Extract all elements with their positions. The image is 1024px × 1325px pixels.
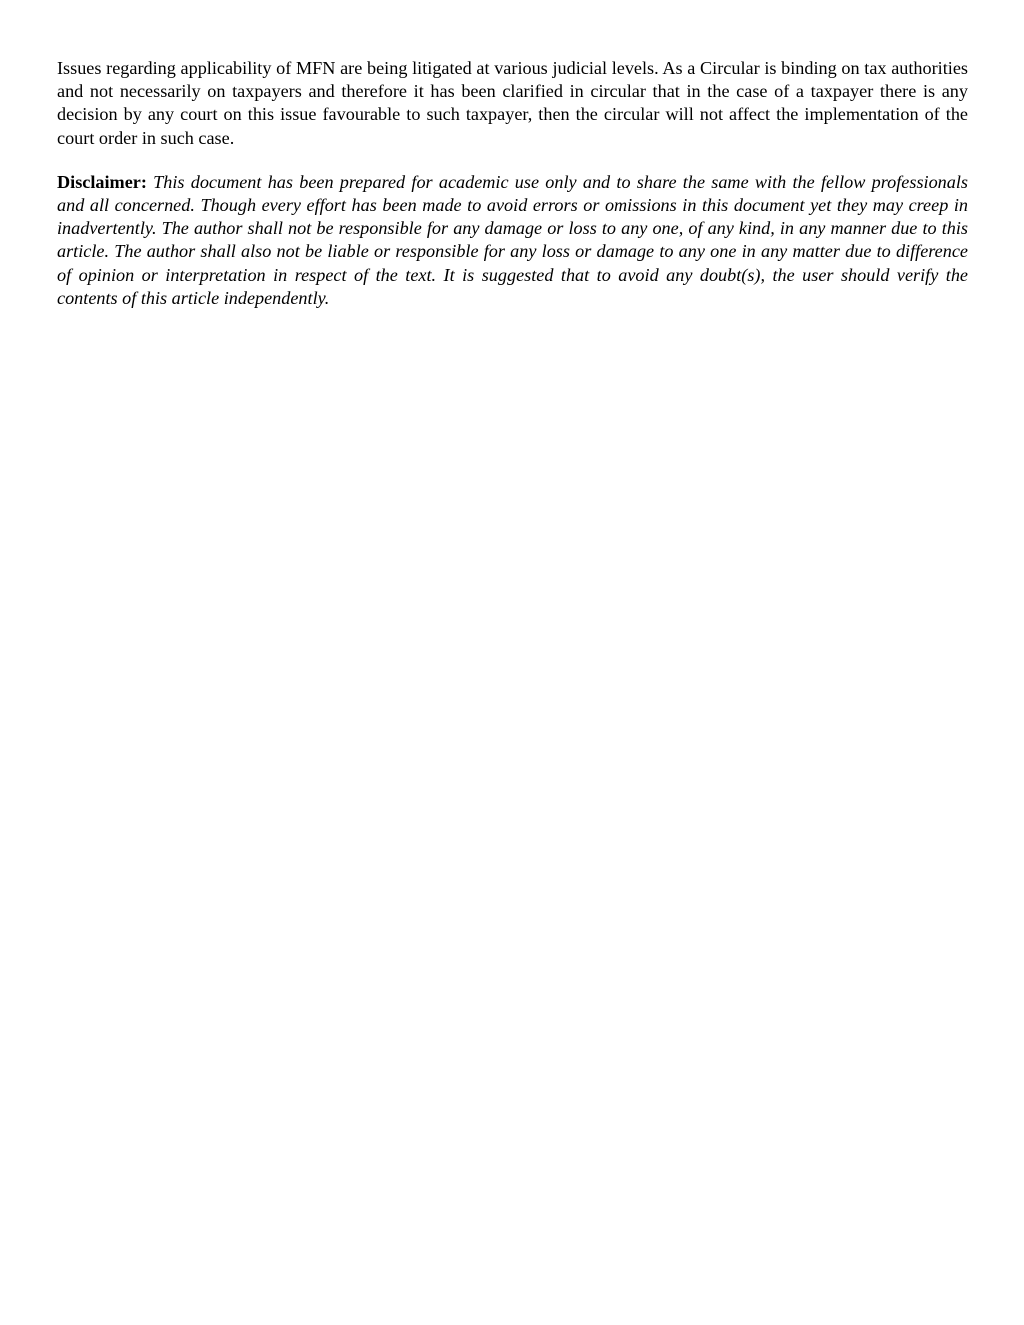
disclaimer-text: This document has been prepared for academic use only and to share the same with the fellow professionals and all concerned. Though every effort has been made to avoid errors or omissions in this document yet they may creep in inadvertently. The author shall not be responsible for any damage or loss to any one, of any kind, in any manner due to this article. The author shall also not be liable or responsible for any loss or damage to any one in any matter due to difference of opinion or interpretation in respect of the text. It is suggested that to avoid any doubt(s), the user should verify the contents of this article independently.	[57, 171, 968, 308]
disclaimer-label: Disclaimer:	[57, 171, 147, 192]
mfn-litigation-paragraph: Issues regarding applicability of MFN are being litigated at various judicial levels. As a Circular is binding on tax authorities and not necessarily on taxpayers and therefore it has been clarified in circular that in the case of a taxpayer there is any decision by any court on this issue favourable to such taxpayer, then the circular will not affect the implementation of the court order in such case.	[57, 58, 968, 148]
document-page	[57, 57, 968, 310]
disclaimer-paragraph	[57, 171, 968, 310]
